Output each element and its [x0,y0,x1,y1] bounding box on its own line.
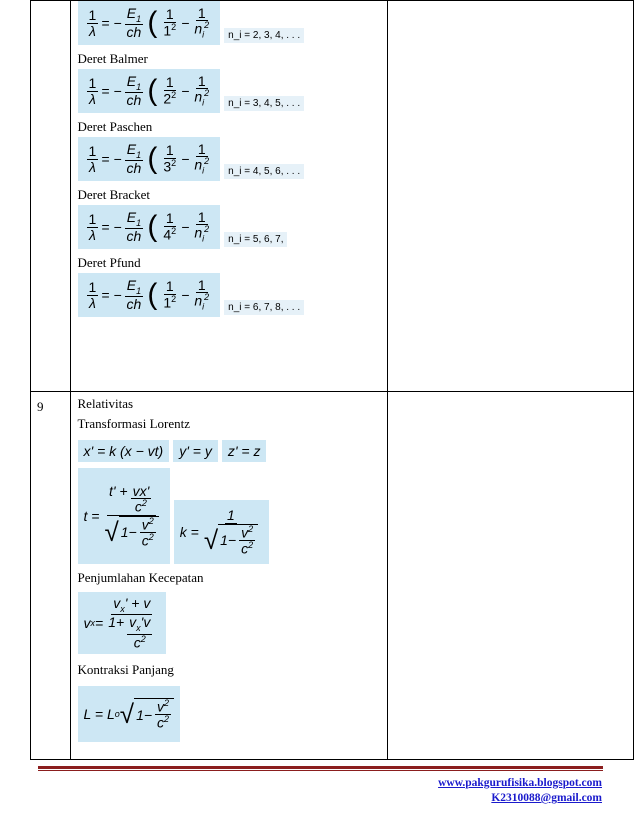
series-item [71,117,387,181]
lorentz-xyz-row [78,440,387,462]
series-equation-row [78,205,387,249]
series-list [71,1,387,317]
length-row [78,686,387,742]
velocity-row [78,592,387,654]
rydberg-equation: $\frac{1}{\lambda}$ = − $\frac{E_1}{ch}$ ( $\frac{1}{2^2}$ − $\frac{1}{n_i^2}$ [78,69,221,113]
footer-rule-thin [38,770,603,771]
series-label: Deret Bracket [77,187,151,202]
series-item [71,253,387,317]
length-label: Kontraksi Panjang [77,662,174,677]
empty-cell [387,1,633,392]
row-number-empty [31,1,71,392]
series-item [71,185,387,249]
series-equation-row [78,137,387,181]
eq-time-dilation: t = t' + $\frac{vx'}{c^2}$ √ 1− $\frac{v^2}{c^2}$ [78,468,170,564]
ni-values: n_i = 3, 4, 5, . . . [224,96,304,111]
rydberg-equation: $\frac{1}{\lambda}$ = − $\frac{E_1}{ch}$ ( $\frac{1}{3^2}$ − $\frac{1}{n_i^2}$ [78,137,221,181]
formula-table [30,0,634,760]
series-equation-row [78,69,387,113]
footer [438,776,602,806]
series-cell [70,1,387,392]
ni-values: n_i = 2, 3, 4, . . . [224,28,304,43]
series-label: Deret Balmer [77,51,148,66]
empty-cell [387,392,633,760]
velocity-label: Penjumlahan Kecepatan [77,570,204,585]
eq-z-prime: z' = z [222,440,267,462]
footer-url[interactable]: www.pakgurufisika.blogspot.com [438,777,602,789]
series-equation-row [78,273,387,317]
lorentz-label: Transformasi Lorentz [77,416,191,431]
rydberg-equation: $\frac{1}{\lambda}$ = − $\frac{E_1}{ch}$ ( $\frac{1}{4^2}$ − $\frac{1}{n_i^2}$ [78,205,221,249]
rydberg-equation: $\frac{1}{\lambda}$ = − $\frac{E_1}{ch}$ ( $\frac{1}{1^2}$ − $\frac{1}{n_i^2}$ [78,273,221,317]
footer-rule [38,766,603,769]
series-label: Deret Paschen [77,119,153,134]
eq-y-prime: y' = y [173,440,218,462]
lorentz-time-row [78,468,387,564]
series-label: Deret Pfund [77,255,141,270]
rydberg-equation: $\frac{1}{\lambda}$ = − $\frac{E_1}{ch}$ ( $\frac{1}{1^2}$ − $\frac{1}{n_i^2}$ [78,1,221,45]
series-item [71,49,387,113]
ni-values: n_i = 4, 5, 6, . . . [224,164,304,179]
footer-email[interactable]: K2310088@gmail.com [491,792,602,804]
eq-k-factor: k = 1 √ 1− $\frac{v^2}{c^2}$ [174,500,269,564]
relativity-title: Relativitas [77,396,134,411]
series-item [71,1,387,45]
table-row-series [31,1,634,392]
eq-velocity-addition: v x = $v_x' + v$ 1+ $\frac{v_x'v}{c^2}$ [78,592,167,654]
ni-values: n_i = 5, 6, 7, [224,232,287,247]
ni-values: n_i = 6, 7, 8, . . . [224,300,304,315]
series-equation-row [78,1,387,45]
table-row-9 [31,392,634,760]
row-number: 9 [31,392,71,760]
eq-x-prime: x' = k (x − vt) [78,440,170,462]
eq-length-contraction: L = L o √ 1− $\frac{v^2}{c^2}$ [78,686,181,742]
relativity-cell [70,392,387,760]
